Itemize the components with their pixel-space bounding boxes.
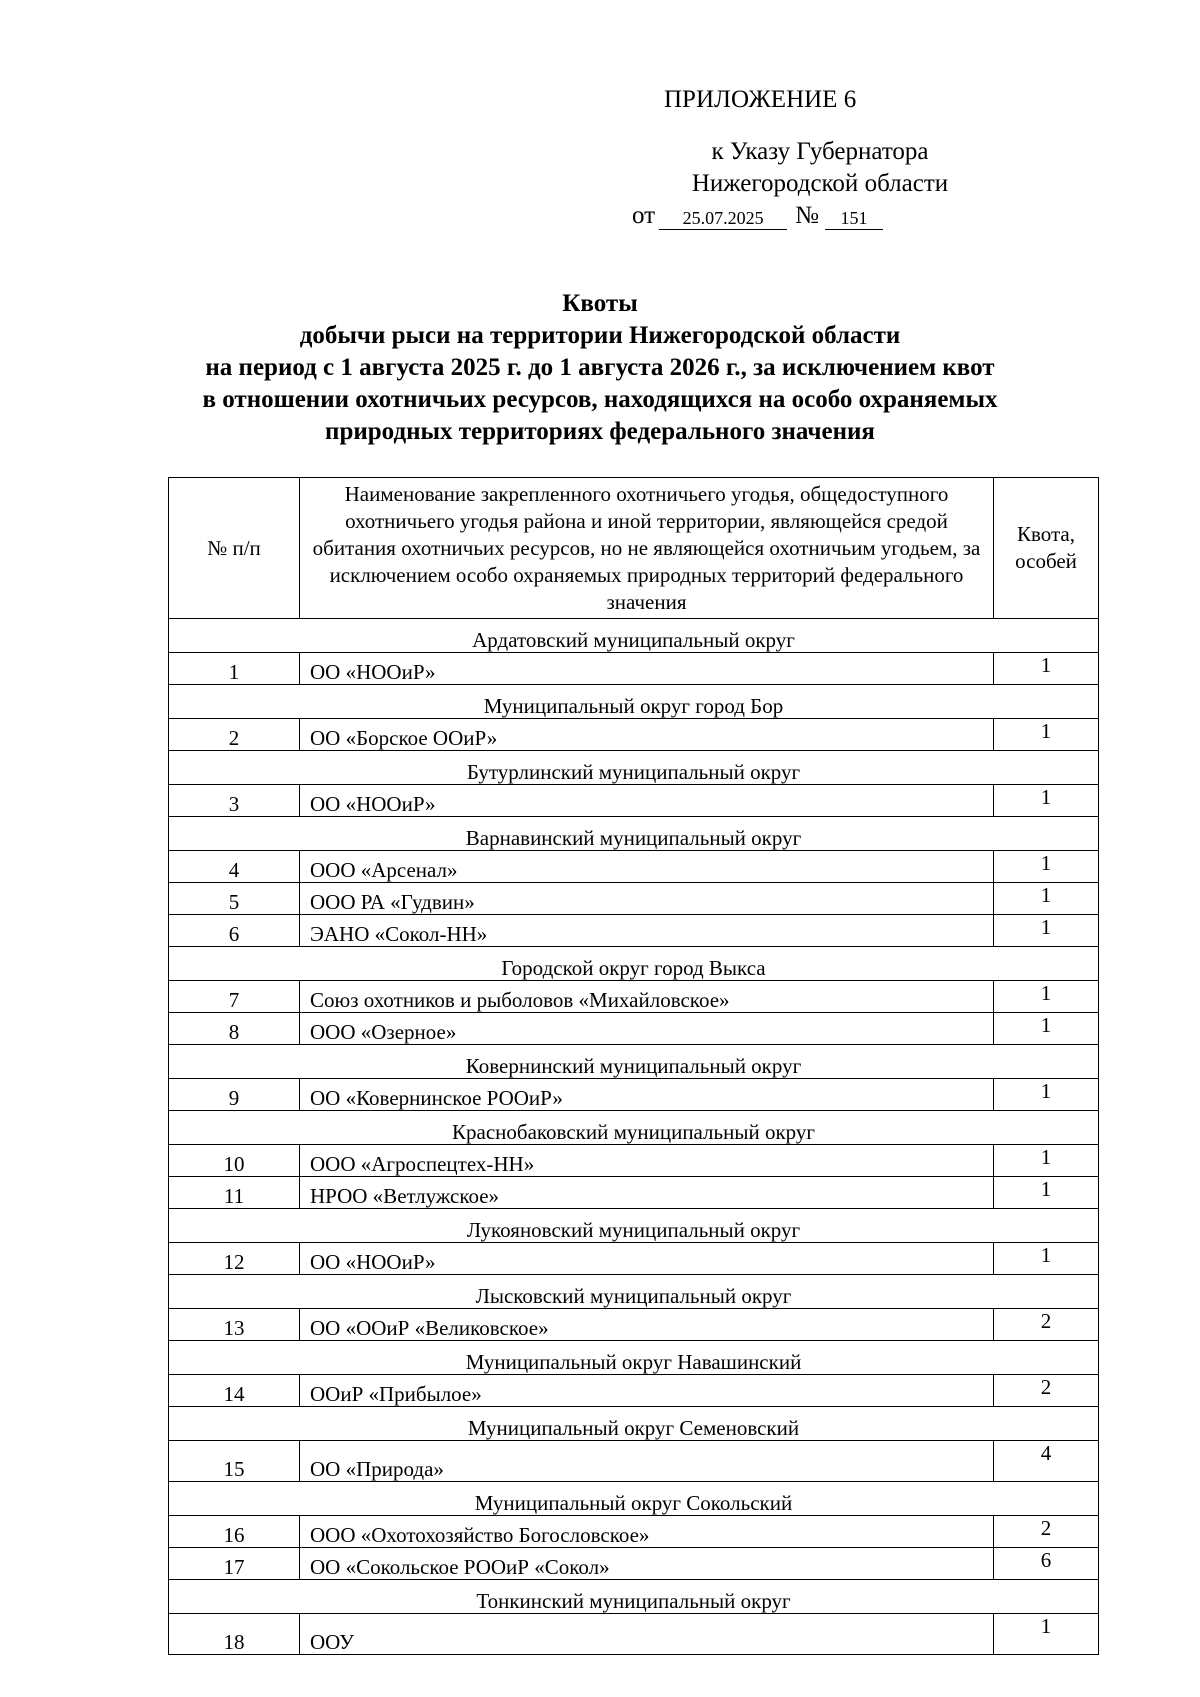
row-number: 18 <box>169 1614 300 1655</box>
decree-reference-line1: к Указу Губернатора <box>711 138 929 165</box>
table-row <box>169 1243 1099 1275</box>
row-number: 9 <box>169 1079 300 1111</box>
hunting-ground-name: ОО «Природа» <box>300 1441 994 1482</box>
district-row <box>169 1209 1099 1243</box>
table-row <box>169 1309 1099 1341</box>
hunting-ground-name: ОО «НООиР» <box>300 785 994 817</box>
table-body <box>169 619 1099 1655</box>
district-row <box>169 751 1099 785</box>
hunting-ground-name: ООО «Охотохозяйство Богословское» <box>300 1516 994 1548</box>
hunting-ground-name: ОО «ООиР «Великовское» <box>300 1309 994 1341</box>
quota-value: 1 <box>994 851 1099 883</box>
hunting-ground-name: ООО «Озерное» <box>300 1013 994 1045</box>
hunting-ground-name: ОО «Сокольское РООиР «Сокол» <box>300 1548 994 1580</box>
hunting-ground-name: ОО «НООиР» <box>300 1243 994 1275</box>
table-row <box>169 719 1099 751</box>
quota-value: 1 <box>994 981 1099 1013</box>
column-header-name: Наименование закрепленного охотничьего угодья, общедоступного охотничьего угодья района и иной территории, являющейся средой обитания охотничьих ресурсов, но не являющейся охотничьим угодьем, за исключением особо охраняемых природных территорий федерального значения <box>300 478 994 619</box>
district-row <box>169 1275 1099 1309</box>
district-row <box>169 1341 1099 1375</box>
district-row <box>169 619 1099 653</box>
table-row <box>169 1177 1099 1209</box>
decree-number: 151 <box>825 207 883 230</box>
column-header-quota <box>994 478 1099 619</box>
row-number: 11 <box>169 1177 300 1209</box>
column-header-number: № п/п <box>169 478 300 619</box>
district-name: Муниципальный округ Навашинский <box>169 1341 1099 1375</box>
date-label: от <box>632 202 656 229</box>
table-row <box>169 1548 1099 1580</box>
quota-value: 1 <box>994 1614 1099 1655</box>
title-line-1: Квоты <box>562 290 638 317</box>
row-number: 15 <box>169 1441 300 1482</box>
column-header-quota-line2: особей <box>1015 549 1077 573</box>
row-number: 3 <box>169 785 300 817</box>
district-row <box>169 1045 1099 1079</box>
quota-value: 1 <box>994 1145 1099 1177</box>
row-number: 5 <box>169 883 300 915</box>
title-line-2: добычи рыси на территории Нижегородской области <box>299 322 901 349</box>
district-name: Варнавинский муниципальный округ <box>169 817 1099 851</box>
district-row <box>169 947 1099 981</box>
table-row <box>169 915 1099 947</box>
table-row <box>169 1516 1099 1548</box>
district-row <box>169 685 1099 719</box>
table-row <box>169 1145 1099 1177</box>
quota-value: 2 <box>994 1375 1099 1407</box>
district-name: Лысковский муниципальный округ <box>169 1275 1099 1309</box>
hunting-ground-name: ЭАНО «Сокол-НН» <box>300 915 994 947</box>
table-header-row <box>169 478 1099 619</box>
table-row <box>169 981 1099 1013</box>
quota-value: 2 <box>994 1309 1099 1341</box>
row-number: 7 <box>169 981 300 1013</box>
annex-title: ПРИЛОЖЕНИЕ 6 <box>664 86 857 113</box>
district-name: Ардатовский муниципальный округ <box>169 619 1099 653</box>
district-name: Муниципальный округ Семеновский <box>169 1407 1099 1441</box>
table-row <box>169 1013 1099 1045</box>
district-name: Лукояновский муниципальный округ <box>169 1209 1099 1243</box>
row-number: 2 <box>169 719 300 751</box>
table-row <box>169 851 1099 883</box>
row-number: 13 <box>169 1309 300 1341</box>
row-number: 1 <box>169 653 300 685</box>
row-number: 8 <box>169 1013 300 1045</box>
table-row <box>169 785 1099 817</box>
quota-value: 1 <box>994 785 1099 817</box>
quota-value: 2 <box>994 1516 1099 1548</box>
row-number: 14 <box>169 1375 300 1407</box>
row-number: 6 <box>169 915 300 947</box>
district-row <box>169 1580 1099 1614</box>
row-number: 12 <box>169 1243 300 1275</box>
title-line-5: природных территориях федерального значения <box>325 418 875 445</box>
table-row <box>169 1375 1099 1407</box>
quota-table <box>168 477 1099 1655</box>
district-name: Муниципальный округ Сокольский <box>169 1482 1099 1516</box>
district-name: Ковернинский муниципальный округ <box>169 1045 1099 1079</box>
title-line-4: в отношении охотничьих ресурсов, находящихся на особо охраняемых <box>202 386 998 413</box>
hunting-ground-name: ООО РА «Гудвин» <box>300 883 994 915</box>
quota-value: 1 <box>994 1177 1099 1209</box>
quota-value: 6 <box>994 1548 1099 1580</box>
district-row <box>169 1111 1099 1145</box>
quota-value: 1 <box>994 1013 1099 1045</box>
table-row <box>169 1079 1099 1111</box>
quota-value: 4 <box>994 1441 1099 1482</box>
table-row <box>169 653 1099 685</box>
row-number: 17 <box>169 1548 300 1580</box>
column-header-quota-line1: Квота, <box>1016 522 1075 546</box>
row-number: 4 <box>169 851 300 883</box>
district-row <box>169 1407 1099 1441</box>
quota-value: 1 <box>994 1079 1099 1111</box>
quota-value: 1 <box>994 883 1099 915</box>
document-title <box>0 288 1200 448</box>
hunting-ground-name: ООУ <box>300 1614 994 1655</box>
district-name: Бутурлинский муниципальный округ <box>169 751 1099 785</box>
decree-date: 25.07.2025 <box>659 207 787 230</box>
hunting-ground-name: ОО «НООиР» <box>300 653 994 685</box>
hunting-ground-name: НРОО «Ветлужское» <box>300 1177 994 1209</box>
quota-value: 1 <box>994 653 1099 685</box>
number-label: № <box>795 202 819 229</box>
hunting-ground-name: ОО «Борское ООиР» <box>300 719 994 751</box>
decree-reference <box>660 136 980 200</box>
row-number: 10 <box>169 1145 300 1177</box>
table-row <box>169 1441 1099 1482</box>
hunting-ground-name: Союз охотников и рыболовов «Михайловское» <box>300 981 994 1013</box>
hunting-ground-name: ООО «Агроспецтех-НН» <box>300 1145 994 1177</box>
hunting-ground-name: ООО «Арсенал» <box>300 851 994 883</box>
quota-value: 1 <box>994 719 1099 751</box>
district-row <box>169 817 1099 851</box>
quota-value: 1 <box>994 915 1099 947</box>
decree-date-number <box>632 202 883 230</box>
hunting-ground-name: ОО «Ковернинское РООиР» <box>300 1079 994 1111</box>
district-name: Краснобаковский муниципальный округ <box>169 1111 1099 1145</box>
quota-value: 1 <box>994 1243 1099 1275</box>
table-row <box>169 1614 1099 1655</box>
district-row <box>169 1482 1099 1516</box>
decree-reference-line2: Нижегородской области <box>691 170 949 197</box>
row-number: 16 <box>169 1516 300 1548</box>
district-name: Тонкинский муниципальный округ <box>169 1580 1099 1614</box>
district-name: Муниципальный округ город Бор <box>169 685 1099 719</box>
table-row <box>169 883 1099 915</box>
title-line-3: на период с 1 августа 2025 г. до 1 августа 2026 г., за исключением квот <box>205 354 995 381</box>
district-name: Городской округ город Выкса <box>169 947 1099 981</box>
hunting-ground-name: ООиР «Прибылое» <box>300 1375 994 1407</box>
